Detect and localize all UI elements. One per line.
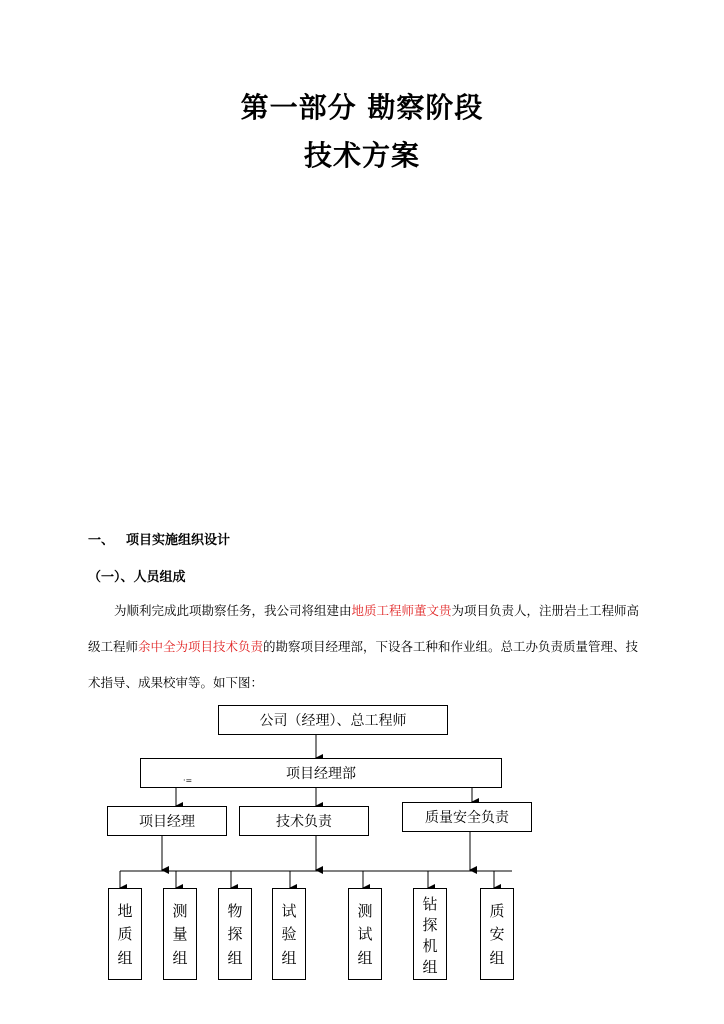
paragraph-text-1: 为顺利完成此项勘察任务，我公司将组建由: [114, 603, 352, 618]
org-box-project-manager: 项目经理: [107, 806, 227, 836]
org-group-quality-safety: [480, 888, 514, 980]
group-char: 试: [281, 902, 297, 921]
page-title: 第一部分 勘察阶段: [240, 91, 484, 124]
paragraph-text-2: 为项目负责人，注册岩土工程师高级工程师: [88, 603, 640, 654]
dept-mark: ·=: [183, 776, 193, 785]
org-group-geophysics: [218, 888, 252, 980]
page-subtitle: 技术方案: [303, 139, 420, 172]
group-char: 质: [489, 902, 505, 921]
group-char: 试: [357, 925, 373, 944]
group-char: 组: [357, 948, 373, 967]
group-char: 钻: [422, 895, 438, 913]
section-title: 项目实施组织设计: [126, 533, 231, 548]
org-box-company: 公司（经理）、总工程师: [218, 705, 448, 735]
group-char: 组: [422, 958, 438, 976]
org-box-project-dept: 项目经理部: [140, 758, 502, 788]
paragraph-text-3: 的勘察项目经理部，下设各工种和作业组。总工办负责质量管理、技术指导、成果校审等。如下图：: [88, 639, 639, 690]
group-char: 地: [117, 902, 133, 921]
group-char: 组: [489, 948, 505, 967]
group-char: 安: [489, 925, 505, 944]
highlight-project-lead: 地质工程师董文贵: [351, 603, 452, 618]
group-char: 质: [117, 925, 133, 944]
group-char: 组: [172, 948, 188, 967]
org-group-geology: [108, 888, 142, 980]
group-char: 探: [227, 925, 243, 944]
subsection-heading: （一）、人员组成: [88, 570, 186, 585]
group-char: 量: [172, 925, 188, 944]
org-box-technical-lead: 技术负责: [239, 806, 369, 836]
group-char: 物: [227, 902, 243, 921]
group-char: 测: [357, 902, 373, 921]
group-char: 组: [117, 948, 133, 967]
group-char: 组: [227, 948, 243, 967]
group-char: 组: [281, 948, 297, 967]
group-char: 验: [281, 925, 297, 944]
org-group-survey: [163, 888, 197, 980]
org-box-quality-safety: 质量安全负责: [402, 802, 532, 832]
org-group-lab-test: [272, 888, 306, 980]
group-char: 测: [172, 902, 188, 921]
org-group-field-test: [348, 888, 382, 980]
group-char: 探: [422, 916, 438, 934]
highlight-tech-lead: 余中全为项目技术负责: [138, 639, 264, 654]
org-group-drilling: [413, 888, 447, 980]
group-char: 机: [422, 937, 438, 955]
section-number: 一、: [88, 533, 115, 548]
